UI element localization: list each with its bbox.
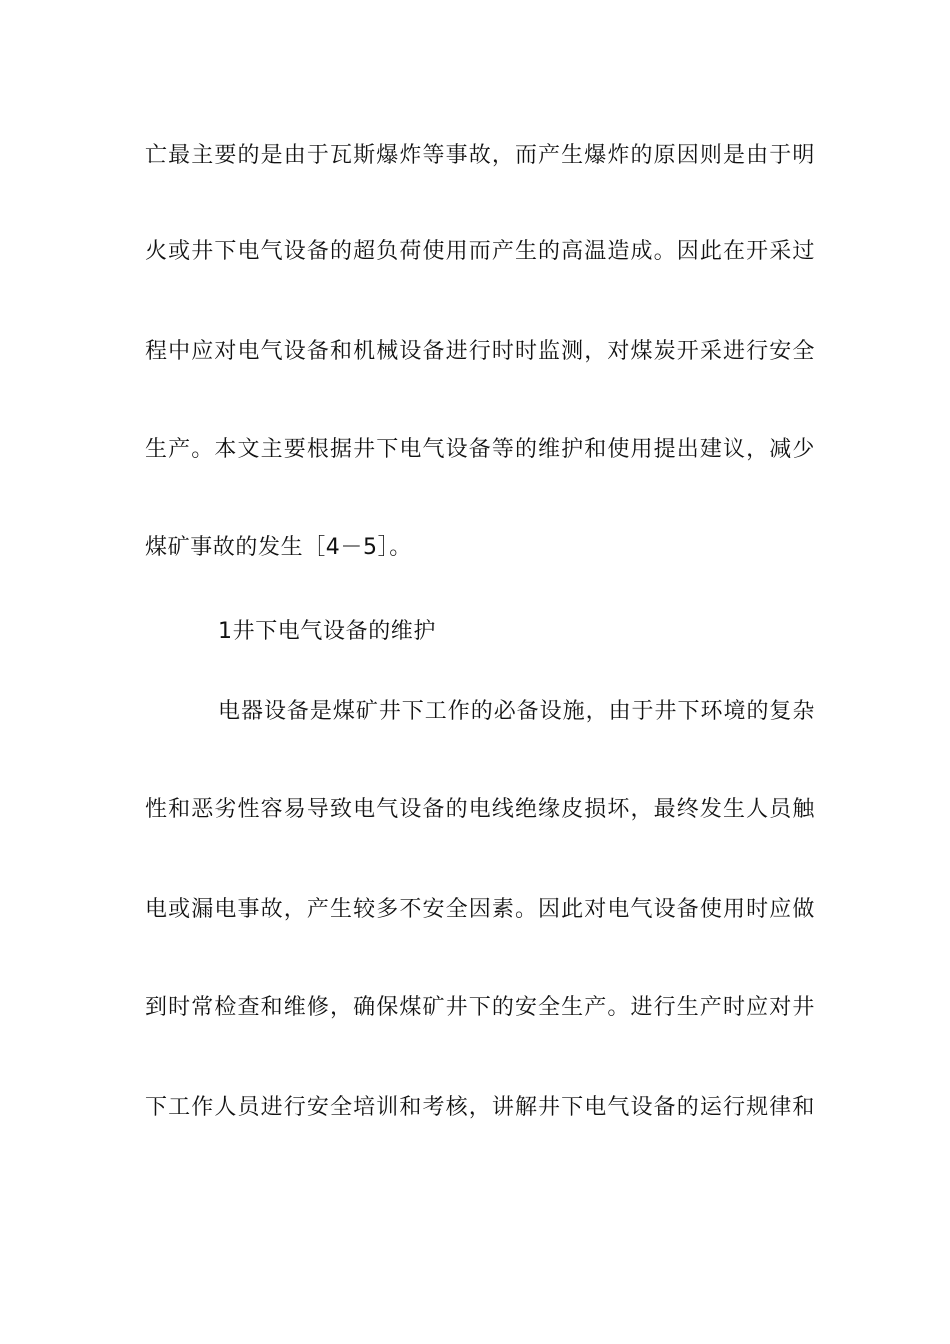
paragraph-line: 煤矿事故的发生［4－5］。 <box>145 535 412 560</box>
paragraph-line: 火或井下电气设备的超负荷使用而产生的高温造成。因此在开采过 <box>145 239 815 264</box>
paragraph-line: 生产。本文主要根据井下电气设备等的维护和使用提出建议，减少 <box>145 437 815 462</box>
paragraph-line: 到时常检查和维修，确保煤矿井下的安全生产。进行生产时应对井 <box>145 995 815 1020</box>
paragraph-line: 程中应对电气设备和机械设备进行时时监测，对煤炭开采进行安全 <box>145 339 815 364</box>
paragraph-line: 亡最主要的是由于瓦斯爆炸等事故，而产生爆炸的原因则是由于明 <box>145 143 815 168</box>
paragraph-line: 下工作人员进行安全培训和考核，讲解井下电气设备的运行规律和 <box>145 1095 815 1120</box>
paragraph-line: 电或漏电事故，产生较多不安全因素。因此对电气设备使用时应做 <box>145 897 815 922</box>
paragraph-line: 电器设备是煤矿井下工作的必备设施，由于井下环境的复杂 <box>218 699 815 724</box>
section-heading: 1井下电气设备的维护 <box>218 619 436 644</box>
paragraph-line: 性和恶劣性容易导致电气设备的电线绝缘皮损坏，最终发生人员触 <box>145 797 815 822</box>
